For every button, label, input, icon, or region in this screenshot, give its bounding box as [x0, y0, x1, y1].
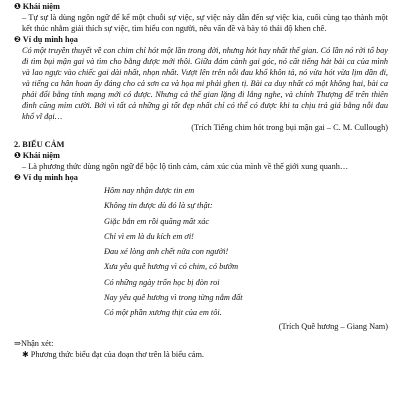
section1-concept-text: – Tự sự là dùng ngôn ngữ để kể một chuỗi sự việc, sự việc này dẫn đến sự việc kia, cuối cùng tạo thành một kết thúc nhằm giải thích sự việc, tìm hiểu con người, nêu vấn đề và bày tỏ thái độ khen chê. [22, 13, 388, 33]
remark-heading: ⇒Nhận xét: [14, 338, 54, 348]
section2-concept-heading: ❶ Khái niệm [14, 151, 60, 160]
number-bullet-icon: ❶ [14, 151, 21, 160]
star-bullet-icon: ✱ [22, 349, 29, 359]
poem-block [14, 183, 388, 321]
number-bullet-icon: ❷ [14, 173, 21, 182]
section2-source: (Trích Quê hương – Giang Nam) [278, 321, 388, 331]
poem-line: Có một phần xương thịt của em tôi. [104, 308, 222, 318]
poem-line: Có những ngày trốn học bị đòn roi [104, 277, 220, 287]
poem-line: Nay yêu quê hương vì trong từng nắm đất [104, 293, 243, 303]
poem-line: Chỉ vì em là du kích em ơi! [104, 231, 194, 241]
poem-line: Giặc bắn em rồi quăng mất xác [104, 216, 210, 226]
poem-line: Hôm nay nhận được tin em [104, 186, 195, 195]
section1-concept-heading: ❶ Khái niệm [14, 2, 60, 11]
section2-example-heading: ❷ Ví dụ minh họa [14, 173, 78, 182]
section2-concept-text: – Là phương thức dùng ngôn ngữ để bộc lộ tình cảm, cảm xúc của mình về thế giới xung quanh… [22, 162, 349, 171]
section1-example-heading: ❷ Ví dụ minh họa [14, 35, 78, 44]
poem-line: Đau xé lòng anh chết nửa con người! [104, 247, 229, 257]
poem-line: Xưa yêu quê hương vì có chim, có bướm [104, 262, 239, 272]
remark-text: ✱ Phương thức biểu đạt của đoạn thơ trên là biểu cảm. [22, 349, 204, 359]
number-bullet-icon: ❶ [14, 2, 21, 11]
section1-example-text: Có một truyền thuyết về con chim chỉ hót một lần trong đời, nhưng hót hay nhất thế gian. Có lần nó rời tổ bay đi tìm bụi mận gai và tìm cho bằng được mới thôi. Giữa đám cành gai góc, nó cất tiếng hát bài ca của mình và lao ngực vào chiếc gai dài nhất, nhọn nhất. Vượt lên trên nỗi đau khổ khôn tả, nó vừa hót vừa lịm dần đi, và tiếng ca hân hoan ấy đáng cho cả sơn ca và họa mi phải ghen tị. Bài ca duy nhất có một không hai, bài ca phải đổi bằng tính mạng mới có được. Nhưng cả thế gian lặng đi lắng nghe, và chính Thượng đế trên thiên đình cũng mỉm cười. Bởi vì tất cả những gì tốt đẹp nhất chỉ có thể có được khi ta chịu trả giá bằng nỗi đau khổ vĩ đại… [22, 46, 388, 121]
section2-title: 2. BIỂU CẢM [14, 140, 65, 149]
number-bullet-icon: ❷ [14, 35, 21, 44]
section1-source: (Trích Tiếng chim hót trong bụi mận gai – C. M. Cullough) [191, 123, 388, 132]
poem-line: Không tin được dù đó là sự thật: [104, 201, 213, 211]
